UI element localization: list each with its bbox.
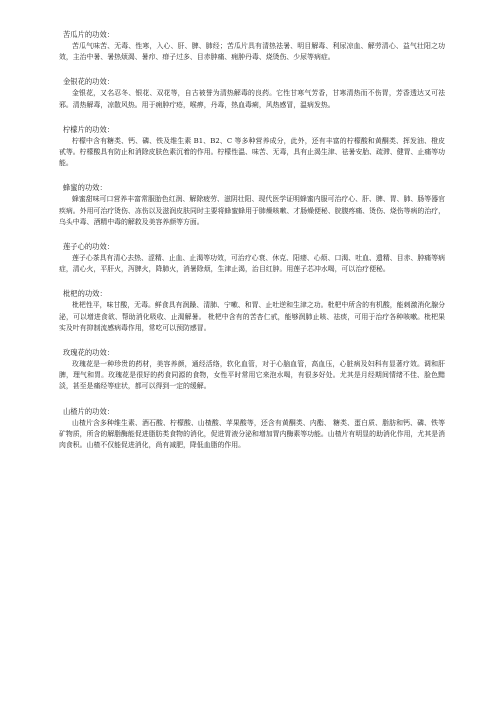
section-ningmeng <box>59 125 445 170</box>
section-heading: 莲子心的功效： <box>63 242 115 252</box>
section-heading: 山楂片的功效： <box>63 406 115 416</box>
section-lianzixin <box>59 242 445 275</box>
section-paragraph: 金银花，又名忍冬、银花、双花等，自古被誉为清热解毒的良药。它性甘寒气芳香，甘寒清热而不伤胃，芳香透达又可祛邪。清热解毒，凉散风热。用于痈肿疔疮，喉痹，丹毒，热血毒痢，风热感冒，温病发热。 <box>59 89 445 109</box>
section-heading: 玫瑰花的功效： <box>63 348 115 358</box>
section-paragraph: 山楂片含多种维生素、酒石酸、柠檬酸、山楂酸、苹果酸等，还含有黄酮类、内酯、 糖类、蛋白质、脂肪和钙、磷、铁等矿物质，所含的解脂酶能促进脂肪类食物的消化，促进胃液分泌和增加胃内酶素等功能。山楂片有明显的助消化作用，尤其是消肉食积。山楂不仅能促进消化，尚有减肥，降低血脂的作用。 <box>59 418 445 450</box>
section-fengmi <box>59 183 445 228</box>
section-jinyinhua <box>59 77 445 110</box>
section-paragraph: 柠檬中含有糖类、钙、磷、铁及维生素 B1、B2、C 等多种营养成分，此外，还有丰富的柠檬酸和黄酮类、挥发油、橙皮甙等。柠檬酸具有防止和消除皮肤色素沉着的作用。柠檬性温、味苦、无毒，具有止渴生津、祛暑安胎、疏滞、健胃、止痛等功能。 <box>59 136 445 168</box>
section-heading: 金银花的功效： <box>63 77 115 87</box>
section-meiguihua <box>59 348 445 393</box>
section-paragraph: 蜂蜜甜味可口营养丰富常服胎色红润、解除疲劳、滋阴壮阳、现代医学证明蜂蜜内服可治疗心、肝、脾、胃、肺、肠等器官疾病。外用可治疗烫伤、冻伤以及滋润皮肤同时主要将蜂蜜蜂用于肺燥咳嗽、才肠燥便秘、脘腹疼痛、烫伤、烧伤等病的治疗，乌头中毒、酒精中毒的解救及美容养颜等方面。 <box>59 195 445 226</box>
section-paragraph: 苦瓜气味苦、无毒、性寒，入心、肝、脾、肺经；苦瓜片具有清热祛暑、明目解毒、利尿凉血、解劳清心、益气壮阳之功效，主治中暑、暑热烦渴、暑疖、痱子过多、目赤肿痛、痈肿丹毒、烧烫伤、少尿等病症。 <box>59 42 445 62</box>
section-pipa <box>59 289 445 334</box>
section-kugua <box>59 30 445 63</box>
section-shanzha <box>59 407 445 452</box>
section-paragraph: 枇杷性平，味甘酸，无毒。鲜食具有润躁、清肺、宁嗽、和胃、止吐逆和生津之功。枇杷中所含的有机酸，能刺激消化腺分泌，可以增进食欲、帮助消化吸收、止渴解暑。 枇杷中含有的苦杏仁甙，能够润肺止咳、祛痰，可用于治疗各种咳嗽。枇杷果实及叶有抑制流感病毒作用，常吃可以预防感冒。 <box>59 301 445 332</box>
section-heading: 苦瓜片的功效： <box>63 30 115 39</box>
section-heading: 蜂蜜的功效： <box>63 183 107 193</box>
section-heading: 枇杷的功效： <box>63 289 107 299</box>
document-page <box>59 30 445 465</box>
section-paragraph: 玫瑰花是一种珍贵的药材，美容养颜，通经活络，软化血管，对于心脑血管，高血压，心脏病及妇科有显著疗效。调和肝脾，理气和胃。玫瑰花是很好的药食同源的食物，女性平时常用它来泡水喝，有很多好处。尤其是月经期间情绪不佳、脸色黯淡，甚至是痛经等症状，都可以得到一定的缓解。 <box>59 360 445 391</box>
section-heading: 柠檬片的功效： <box>63 124 115 134</box>
section-paragraph: 莲子心茶具有清心去热、涩精、止血、止渴等功效，可治疗心衰、休克、阳痿、心烦、口渴、吐血、遗精、目赤、肿痛等病症，清心火，平肝火，泻脾火，降肺火，消暑除烦，生津止渴，治目红肿。用莲子芯冲水喝，可以治疗便秘。 <box>59 254 445 274</box>
